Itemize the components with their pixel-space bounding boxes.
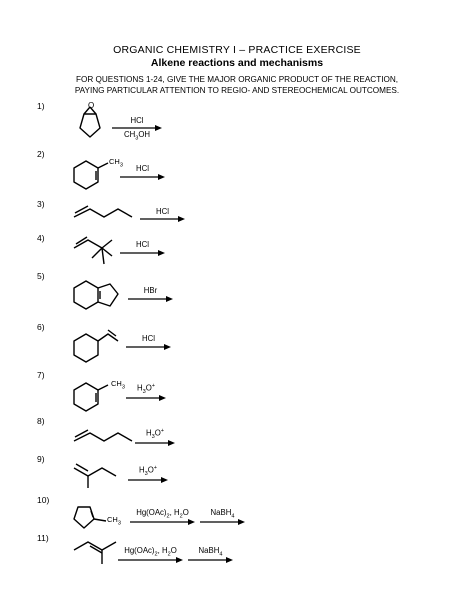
q11-reagent-step-1: $Hg(OAc)_2$, $H_2O$ [124,546,177,558]
q2-substituent: $CH_3$ [109,157,123,169]
q2-reaction-arrow [120,173,165,181]
q7-substituent: $CH_3$ [111,379,125,391]
q7-reaction-arrow [126,394,166,402]
q4-reagent-top: HCl [136,240,149,249]
q8-reagent-top: $H_3O^+$ [145,428,165,441]
molecule-1-pentene [70,203,140,223]
q10-reaction-arrow-2 [200,518,245,526]
question-number-2: 2) [37,149,45,159]
q11-reaction-arrow-2 [188,556,233,564]
molecule-1-pentene-2 [70,427,140,447]
q1-reagent-bottom: $CH_3OH$ [123,130,151,142]
q9-reaction-arrow [128,476,168,484]
question-number-11: 11) [37,533,49,543]
q2-reagent-top: HCl [136,164,149,173]
q4-reaction-arrow [120,249,165,257]
q9-reagent-top: $H_3O^+$ [138,465,158,478]
question-number-9: 9) [37,454,45,464]
molecule-bicyclic-alkene [66,278,136,318]
question-number-4: 4) [37,233,45,243]
q8-reaction-arrow [135,439,175,447]
q7-reagent-top: $H_3O^+$ [136,383,156,396]
molecule-methylcyclohexene-2 [66,380,116,420]
page-subtitle: Alkene reactions and mechanisms [150,57,324,69]
page-title: ORGANIC CHEMISTRY I – PRACTICE EXERCISE [113,44,361,56]
q1-reagent-top: HCl [130,116,144,125]
question-number-8: 8) [37,416,45,426]
question-number-5: 5) [37,271,45,281]
q10-reagent-step-1: $Hg(OAc)_2$, $H_2O$ [136,508,189,520]
molecule-2-methyl-1-butene [70,458,130,492]
question-number-3: 3) [37,199,45,209]
instructions-line-2: PAYING PARTICULAR ATTENTION TO REGIO- AND STEREOCHEMICAL OUTCOMES. [74,86,400,95]
q6-reaction-arrow [126,343,171,351]
question-number-6: 6) [37,322,45,332]
q3-reaction-arrow [140,215,185,223]
q5-reagent-top: HBr [143,286,158,295]
question-number-1: 1) [37,101,45,111]
molecule-vinylcyclohexane [66,328,126,368]
q3-reagent-top: HCl [156,207,169,216]
epoxide-oxygen-label: O [88,101,95,110]
q11-reagent-step-2: NaBH$_4$ [198,546,223,558]
q11-reaction-arrow-1 [118,556,183,564]
molecule-epoxycyclopentane [66,105,116,145]
q10-reagent-step-2: NaBH$_4$ [210,508,235,520]
question-number-10: 10) [37,495,50,505]
q6-reagent-top: HCl [142,334,155,343]
instructions-line-1: FOR QUESTIONS 1-24, GIVE THE MAJOR ORGANIC PRODUCT OF THE REACTION, [75,75,399,84]
q10-reaction-arrow-1 [130,518,195,526]
q5-reaction-arrow [128,295,173,303]
question-number-7: 7) [37,370,45,380]
q10-substituent: $CH_3$ [107,515,121,527]
